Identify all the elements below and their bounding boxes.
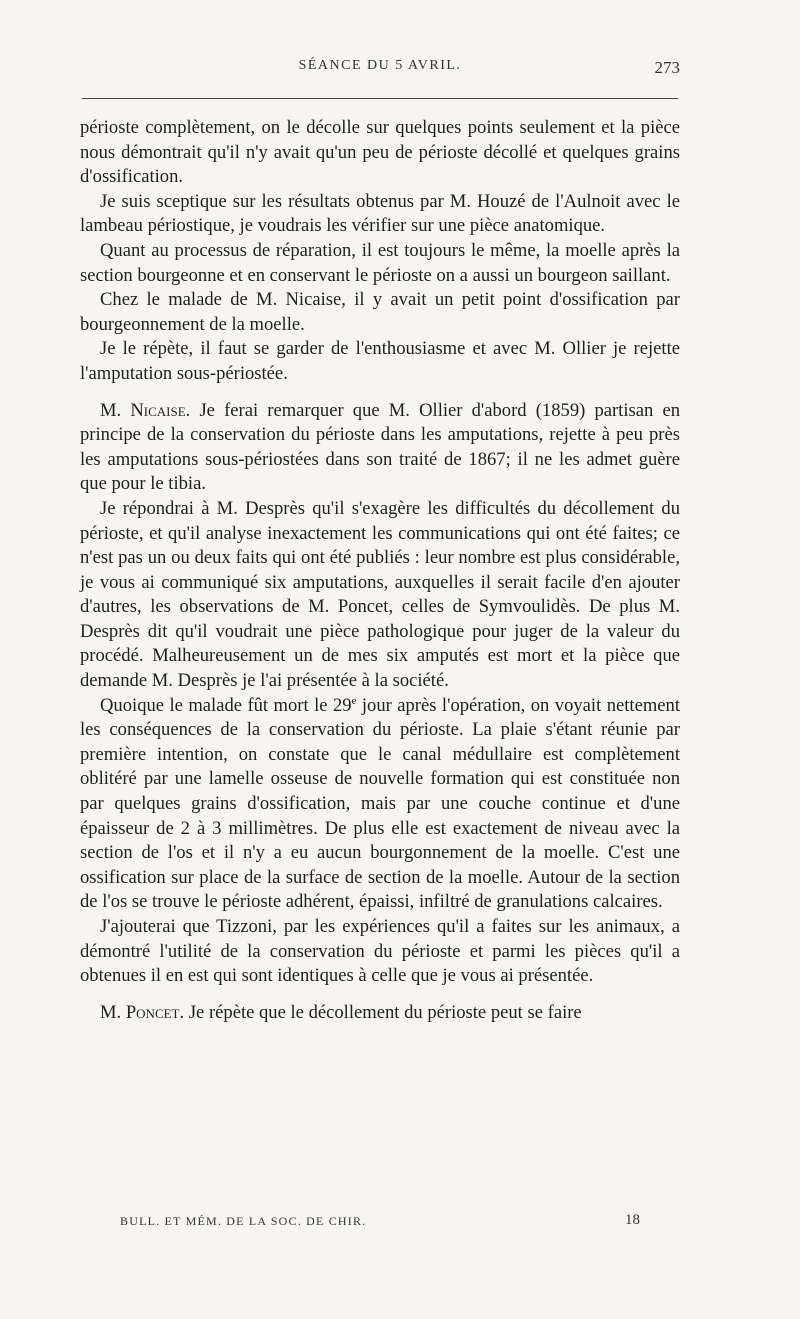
paragraph-3	[80, 239, 680, 288]
paragraph-10	[80, 1001, 680, 1026]
journal-title: BULL. ET MÉM. DE LA SOC. DE CHIR.	[120, 1214, 367, 1228]
page-number: 273	[654, 58, 680, 77]
running-header	[80, 58, 680, 82]
paragraph-7	[80, 497, 680, 694]
paragraph-1	[80, 116, 680, 190]
body-text	[80, 116, 680, 1025]
paragraph-text: périoste complètement, on le décolle sur quelques points seulement et la pièce nous démontrait qu'il n'y avait qu'un peu de périoste décollé et quelques grains d'ossification.	[80, 117, 680, 188]
paragraph-4	[80, 288, 680, 337]
paragraph-text: Je répète que le décollement du périoste peut se faire	[188, 1001, 582, 1023]
paragraph-text: Je ferai remarquer que M. Ollier d'abord (1859) partisan en principe de la conservation du périoste dans les amputations, rejette à peu près les amputations sous-périostées dans son traité de 1867; il ne les admet guère que pour le tibia.	[80, 399, 680, 495]
paragraph-5	[80, 337, 680, 386]
paragraph-text-start: Quoique le malade fût mort le 29	[100, 694, 352, 716]
paragraph-9	[80, 915, 680, 989]
paragraph-text: Je suis sceptique sur les résultats obtenus par M. Houzé de l'Aulnoit avec le lambeau périostique, je voudrais les vérifier sur une pièce anatomique.	[80, 190, 680, 237]
ordinal-superscript: e	[351, 694, 357, 707]
paragraph-text: jour après l'opération, on voyait nettement les conséquences de la conservation du périoste. La plaie s'étant réunie par première intention, on constate que le canal médullaire est complètement oblitéré par une lamelle osseuse de nouvelle formation qui est constituée non par quelques grains d'ossification, mais par une couche continue et d'une épaisseur de 2 à 3 millimètres. De plus elle est exactement de niveau avec la section de l'os et il n'y a eu aucun bourgonnement de la moelle. C'est une ossification sur place de la surface de section de la moelle. Autour de la section de l'os se trouve le périoste adhérent, épaissi, infiltré de granulations calcaires.	[80, 694, 681, 913]
paragraph-text: J'ajouterai que Tizzoni, par les expériences qu'il a faites sur les animaux, a démontré l'utilité de la conservation du périoste et parmi les pièces qu'il a obtenues il en est qui sont identiques à celle que je vous ai présentée.	[80, 916, 680, 987]
paragraph-text: Chez le malade de M. Nicaise, il y avait un petit point d'ossification par bourgeonnement de la moelle.	[80, 289, 680, 335]
running-title: SÉANCE DU 5 AVRIL.	[298, 58, 462, 73]
paragraph-text: Je le répète, il faut se garder de l'enthousiasme et avec M. Ollier je rejette l'amputation sous-périostée.	[80, 338, 680, 384]
paragraph-text: Je répondrai à M. Desprès qu'il s'exagère les difficultés du décollement du périoste, et qu'il analyse inexactement les communications qui ont été faites; ce n'est pas un ou deux faits qui ont été publiés : leur nombre est plus considérable, je vous ai communiqué six amputations, auxquelles il serait facile d'en ajouter d'autres, les observations de M. Poncet, celles de Symvoulidès. De plus M. Desprès dit qu'il voudrait une pièce pathologique pour juger de la valeur du procédé. Malheureusement un de mes six amputés est mort et la pièce que demande M. Desprès je l'ai présentée à la société.	[80, 497, 680, 692]
paragraph-8	[80, 694, 680, 915]
paragraph-6	[80, 399, 680, 497]
page-footer	[120, 1214, 640, 1229]
signature-mark: 18	[625, 1212, 640, 1228]
header-rule	[82, 98, 678, 99]
speaker-name: M. Nicaise.	[100, 399, 191, 421]
paragraph-text: Quant au processus de réparation, il est toujours le même, la moelle après la section bourgeonne et en conservant le périoste on a aussi un bourgeon saillant.	[80, 239, 680, 286]
paragraph-2	[80, 190, 680, 239]
speaker-name: M. Poncet.	[100, 1001, 185, 1023]
